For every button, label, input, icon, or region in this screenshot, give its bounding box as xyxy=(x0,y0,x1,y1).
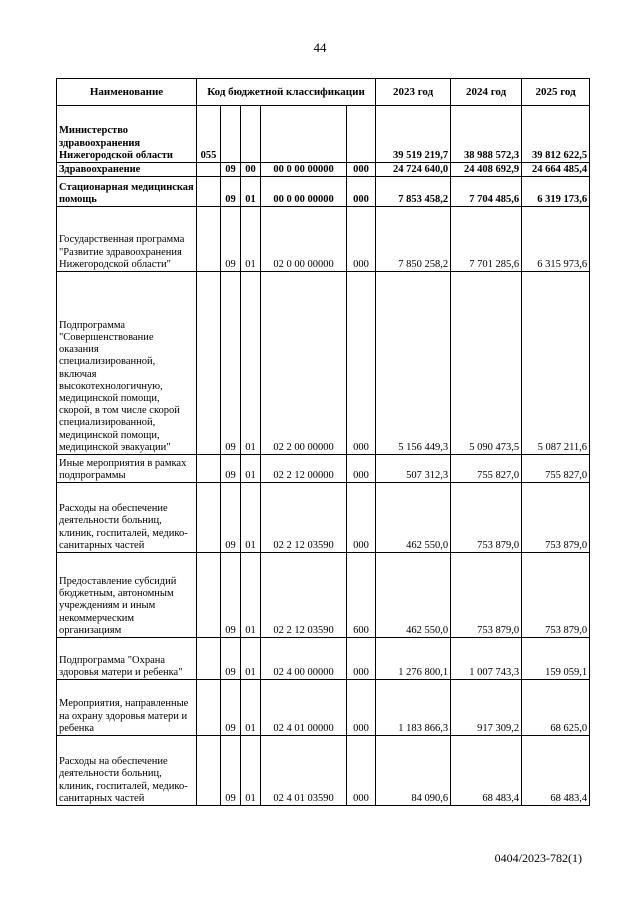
row-2025: 39 812 622,5 xyxy=(522,106,590,163)
row-vr: 600 xyxy=(347,553,376,638)
row-ved xyxy=(197,483,221,553)
row-pr xyxy=(241,106,261,163)
row-2023: 7 850 258,2 xyxy=(376,207,451,272)
table-row xyxy=(57,272,590,455)
row-pr: 01 xyxy=(241,736,261,806)
row-2024: 5 090 473,5 xyxy=(451,272,522,455)
row-rz: 09 xyxy=(221,736,241,806)
row-pr: 01 xyxy=(241,177,261,207)
row-vr xyxy=(347,106,376,163)
row-rz: 09 xyxy=(221,680,241,736)
row-2023: 507 312,3 xyxy=(376,455,451,483)
row-2024: 753 879,0 xyxy=(451,553,522,638)
table-row xyxy=(57,455,590,483)
table-row xyxy=(57,680,590,736)
row-pr: 01 xyxy=(241,272,261,455)
row-pr: 01 xyxy=(241,455,261,483)
header-name: Наименование xyxy=(57,79,197,106)
header-2025: 2025 год xyxy=(522,79,590,106)
row-vr: 000 xyxy=(347,638,376,680)
row-ved xyxy=(197,638,221,680)
row-ved xyxy=(197,680,221,736)
row-2024: 755 827,0 xyxy=(451,455,522,483)
row-rz: 09 xyxy=(221,163,241,177)
row-pr: 01 xyxy=(241,680,261,736)
row-2024: 1 007 743,3 xyxy=(451,638,522,680)
row-2025: 753 879,0 xyxy=(522,553,590,638)
row-2025: 5 087 211,6 xyxy=(522,272,590,455)
row-2025: 68 625,0 xyxy=(522,680,590,736)
row-name: Мероприятия, направленные на охрану здоровья матери и ребенка xyxy=(57,680,197,736)
row-2025: 6 315 973,6 xyxy=(522,207,590,272)
row-name: Министерство здравоохранения Нижегородской области xyxy=(57,106,197,163)
row-name: Подпрограмма "Совершенствование оказания специализированной, включая высокотехнологичную, медицинской помощи, скорой, в том числе скорой специализированной, медицинской помощи, медицинской эвакуации" xyxy=(57,272,197,455)
row-name: Стационарная медицинская помощь xyxy=(57,177,197,207)
row-2023: 462 550,0 xyxy=(376,483,451,553)
row-csr: 02 2 12 03590 xyxy=(261,553,347,638)
row-csr: 02 4 00 00000 xyxy=(261,638,347,680)
header-code: Код бюджетной классификации xyxy=(197,79,376,106)
row-rz: 09 xyxy=(221,553,241,638)
row-vr: 000 xyxy=(347,455,376,483)
row-2025: 755 827,0 xyxy=(522,455,590,483)
row-csr: 02 2 12 03590 xyxy=(261,483,347,553)
row-vr: 000 xyxy=(347,483,376,553)
row-vr: 000 xyxy=(347,177,376,207)
row-ved xyxy=(197,207,221,272)
row-2024: 68 483,4 xyxy=(451,736,522,806)
row-vr: 000 xyxy=(347,736,376,806)
table-row xyxy=(57,736,590,806)
row-2025: 753 879,0 xyxy=(522,483,590,553)
row-2025: 68 483,4 xyxy=(522,736,590,806)
row-2023: 1 183 866,3 xyxy=(376,680,451,736)
row-csr: 02 0 00 00000 xyxy=(261,207,347,272)
row-2023: 84 090,6 xyxy=(376,736,451,806)
row-2025: 6 319 173,6 xyxy=(522,177,590,207)
row-rz: 09 xyxy=(221,455,241,483)
table-row xyxy=(57,553,590,638)
table-row xyxy=(57,177,590,207)
row-2024: 7 701 285,6 xyxy=(451,207,522,272)
row-rz: 09 xyxy=(221,272,241,455)
row-2024: 917 309,2 xyxy=(451,680,522,736)
row-2024: 7 704 485,6 xyxy=(451,177,522,207)
row-2023: 39 519 219,7 xyxy=(376,106,451,163)
row-csr: 02 4 01 00000 xyxy=(261,680,347,736)
row-2024: 38 988 572,3 xyxy=(451,106,522,163)
row-2023: 462 550,0 xyxy=(376,553,451,638)
table-row xyxy=(57,106,590,163)
table-row xyxy=(57,483,590,553)
row-rz: 09 xyxy=(221,638,241,680)
table-row xyxy=(57,163,590,177)
row-name: Предоставление субсидий бюджетным, автономным учреждениям и иным некоммерческим организациям xyxy=(57,553,197,638)
row-name: Подпрограмма "Охрана здоровья матери и ребенка" xyxy=(57,638,197,680)
document-code: 0404/2023-782(1) xyxy=(494,851,582,865)
row-ved xyxy=(197,272,221,455)
row-2023: 5 156 449,3 xyxy=(376,272,451,455)
row-2023: 1 276 800,1 xyxy=(376,638,451,680)
row-vr: 000 xyxy=(347,163,376,177)
table-row xyxy=(57,638,590,680)
row-pr: 00 xyxy=(241,163,261,177)
row-csr: 02 2 00 00000 xyxy=(261,272,347,455)
row-2023: 24 724 640,0 xyxy=(376,163,451,177)
row-ved xyxy=(197,163,221,177)
row-ved xyxy=(197,553,221,638)
header-2023: 2023 год xyxy=(376,79,451,106)
row-rz xyxy=(221,106,241,163)
row-ved xyxy=(197,177,221,207)
row-name: Государственная программа "Развитие здравоохранения Нижегородской области" xyxy=(57,207,197,272)
row-2025: 159 059,1 xyxy=(522,638,590,680)
row-name: Иные мероприятия в рамках подпрограммы xyxy=(57,455,197,483)
header-2024: 2024 год xyxy=(451,79,522,106)
row-name: Расходы на обеспечение деятельности больниц, клиник, госпиталей, медико-санитарных частей xyxy=(57,483,197,553)
row-vr: 000 xyxy=(347,680,376,736)
row-csr: 02 4 01 03590 xyxy=(261,736,347,806)
page-number: 44 xyxy=(313,40,327,55)
row-csr: 00 0 00 00000 xyxy=(261,177,347,207)
row-vr: 000 xyxy=(347,272,376,455)
row-csr xyxy=(261,106,347,163)
row-pr: 01 xyxy=(241,638,261,680)
row-2023: 7 853 458,2 xyxy=(376,177,451,207)
row-rz: 09 xyxy=(221,483,241,553)
row-vr: 000 xyxy=(347,207,376,272)
row-rz: 09 xyxy=(221,207,241,272)
row-csr: 02 2 12 00000 xyxy=(261,455,347,483)
row-name: Расходы на обеспечение деятельности больниц, клиник, госпиталей, медико-санитарных частей xyxy=(57,736,197,806)
budget-table xyxy=(56,78,590,806)
row-ved: 055 xyxy=(197,106,221,163)
row-pr: 01 xyxy=(241,553,261,638)
row-pr: 01 xyxy=(241,207,261,272)
table-header-row xyxy=(57,79,590,106)
row-2024: 753 879,0 xyxy=(451,483,522,553)
row-ved xyxy=(197,455,221,483)
row-csr: 00 0 00 00000 xyxy=(261,163,347,177)
row-2025: 24 664 485,4 xyxy=(522,163,590,177)
row-rz: 09 xyxy=(221,177,241,207)
row-2024: 24 408 692,9 xyxy=(451,163,522,177)
row-ved xyxy=(197,736,221,806)
row-pr: 01 xyxy=(241,483,261,553)
row-name: Здравоохранение xyxy=(57,163,197,177)
table-row xyxy=(57,207,590,272)
